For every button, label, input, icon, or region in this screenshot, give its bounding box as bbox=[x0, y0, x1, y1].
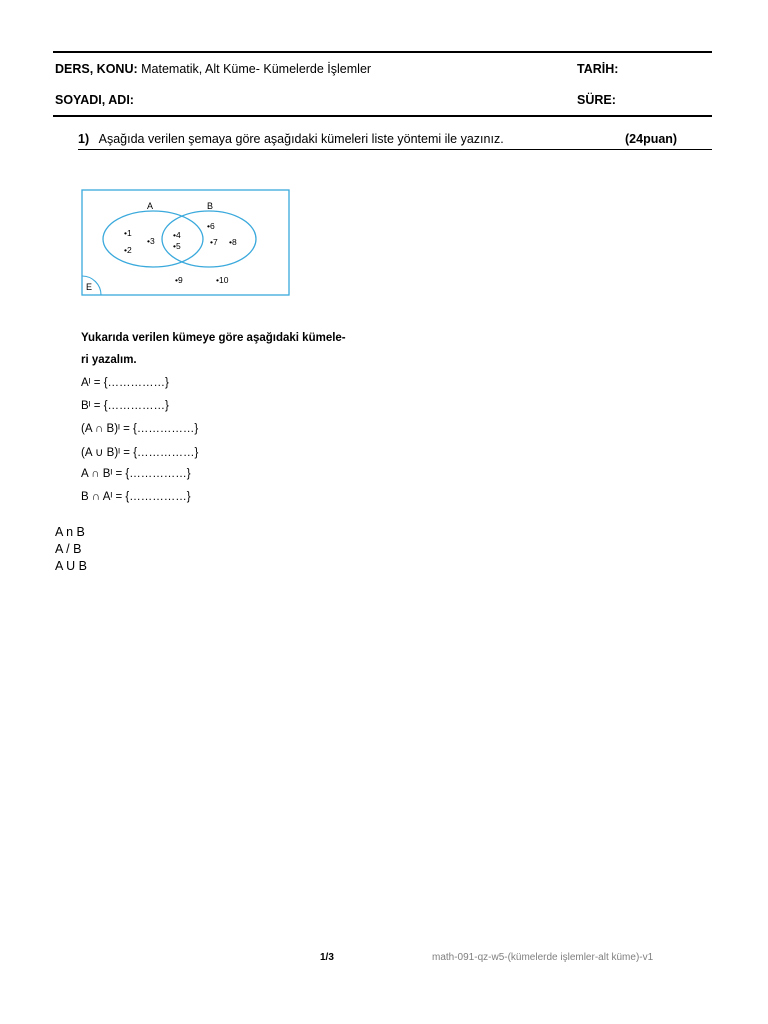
page-number: 1/3 bbox=[320, 952, 334, 963]
duration-label: SÜRE: bbox=[577, 93, 616, 107]
universal-set-box bbox=[82, 190, 289, 295]
universal-set-label: E bbox=[86, 282, 93, 292]
date-label: TARİH: bbox=[577, 62, 619, 76]
note-line-2: A / B bbox=[55, 542, 82, 556]
element-6: •6 bbox=[207, 221, 215, 231]
subject-line bbox=[55, 62, 371, 76]
exercise-item-union-complement: (A ∪ B)ᴵ = {……………} bbox=[81, 447, 199, 459]
exercise-item-a-minus-b: A ∩ Bᴵ = {……………} bbox=[81, 468, 191, 480]
question-line bbox=[78, 132, 504, 146]
venn-diagram bbox=[81, 189, 291, 297]
element-9: •9 bbox=[175, 275, 183, 285]
exercise-intro-line-2: ri yazalım. bbox=[81, 354, 137, 366]
exercise-item-a-complement: Aᴵ = {……………} bbox=[81, 377, 169, 389]
header-bottom-rule bbox=[53, 115, 712, 117]
exercise-item-b-minus-a: B ∩ Aᴵ = {……………} bbox=[81, 491, 191, 503]
question-points: (24puan) bbox=[625, 132, 678, 146]
document-id: math-091-qz-w5-(kümelerde işlemler-alt küme)-v1 bbox=[432, 952, 654, 963]
element-10: •10 bbox=[216, 275, 229, 285]
question-text: Aşağıda verilen şemaya göre aşağıdaki kümeleri liste yöntemi ile yazınız. bbox=[98, 132, 504, 146]
name-label: SOYADI, ADI: bbox=[55, 93, 134, 107]
element-4: •4 bbox=[173, 230, 181, 240]
subject-value: Matematik, Alt Küme- Kümelerde İşlemler bbox=[137, 62, 372, 76]
note-line-1: A n B bbox=[55, 525, 85, 539]
note-line-3: A U B bbox=[55, 559, 87, 573]
question-number: 1) bbox=[78, 132, 90, 146]
header-top-rule bbox=[53, 51, 712, 53]
element-2: •2 bbox=[124, 245, 132, 255]
element-1: •1 bbox=[124, 228, 132, 238]
exercise-item-b-complement: Bᴵ = {……………} bbox=[81, 400, 169, 412]
element-5: •5 bbox=[173, 241, 181, 251]
element-3: •3 bbox=[147, 236, 155, 246]
exercise-item-intersection-complement: (A ∩ B)ᴵ = {……………} bbox=[81, 423, 199, 435]
question-underline bbox=[78, 149, 712, 150]
set-b-label: B bbox=[207, 201, 214, 211]
element-8: •8 bbox=[229, 237, 237, 247]
element-7: •7 bbox=[210, 237, 218, 247]
set-a-label: A bbox=[147, 201, 154, 211]
exercise-intro-line-1: Yukarıda verilen kümeye göre aşağıdaki kümele- bbox=[81, 332, 346, 344]
subject-label: DERS, KONU: bbox=[55, 62, 138, 76]
